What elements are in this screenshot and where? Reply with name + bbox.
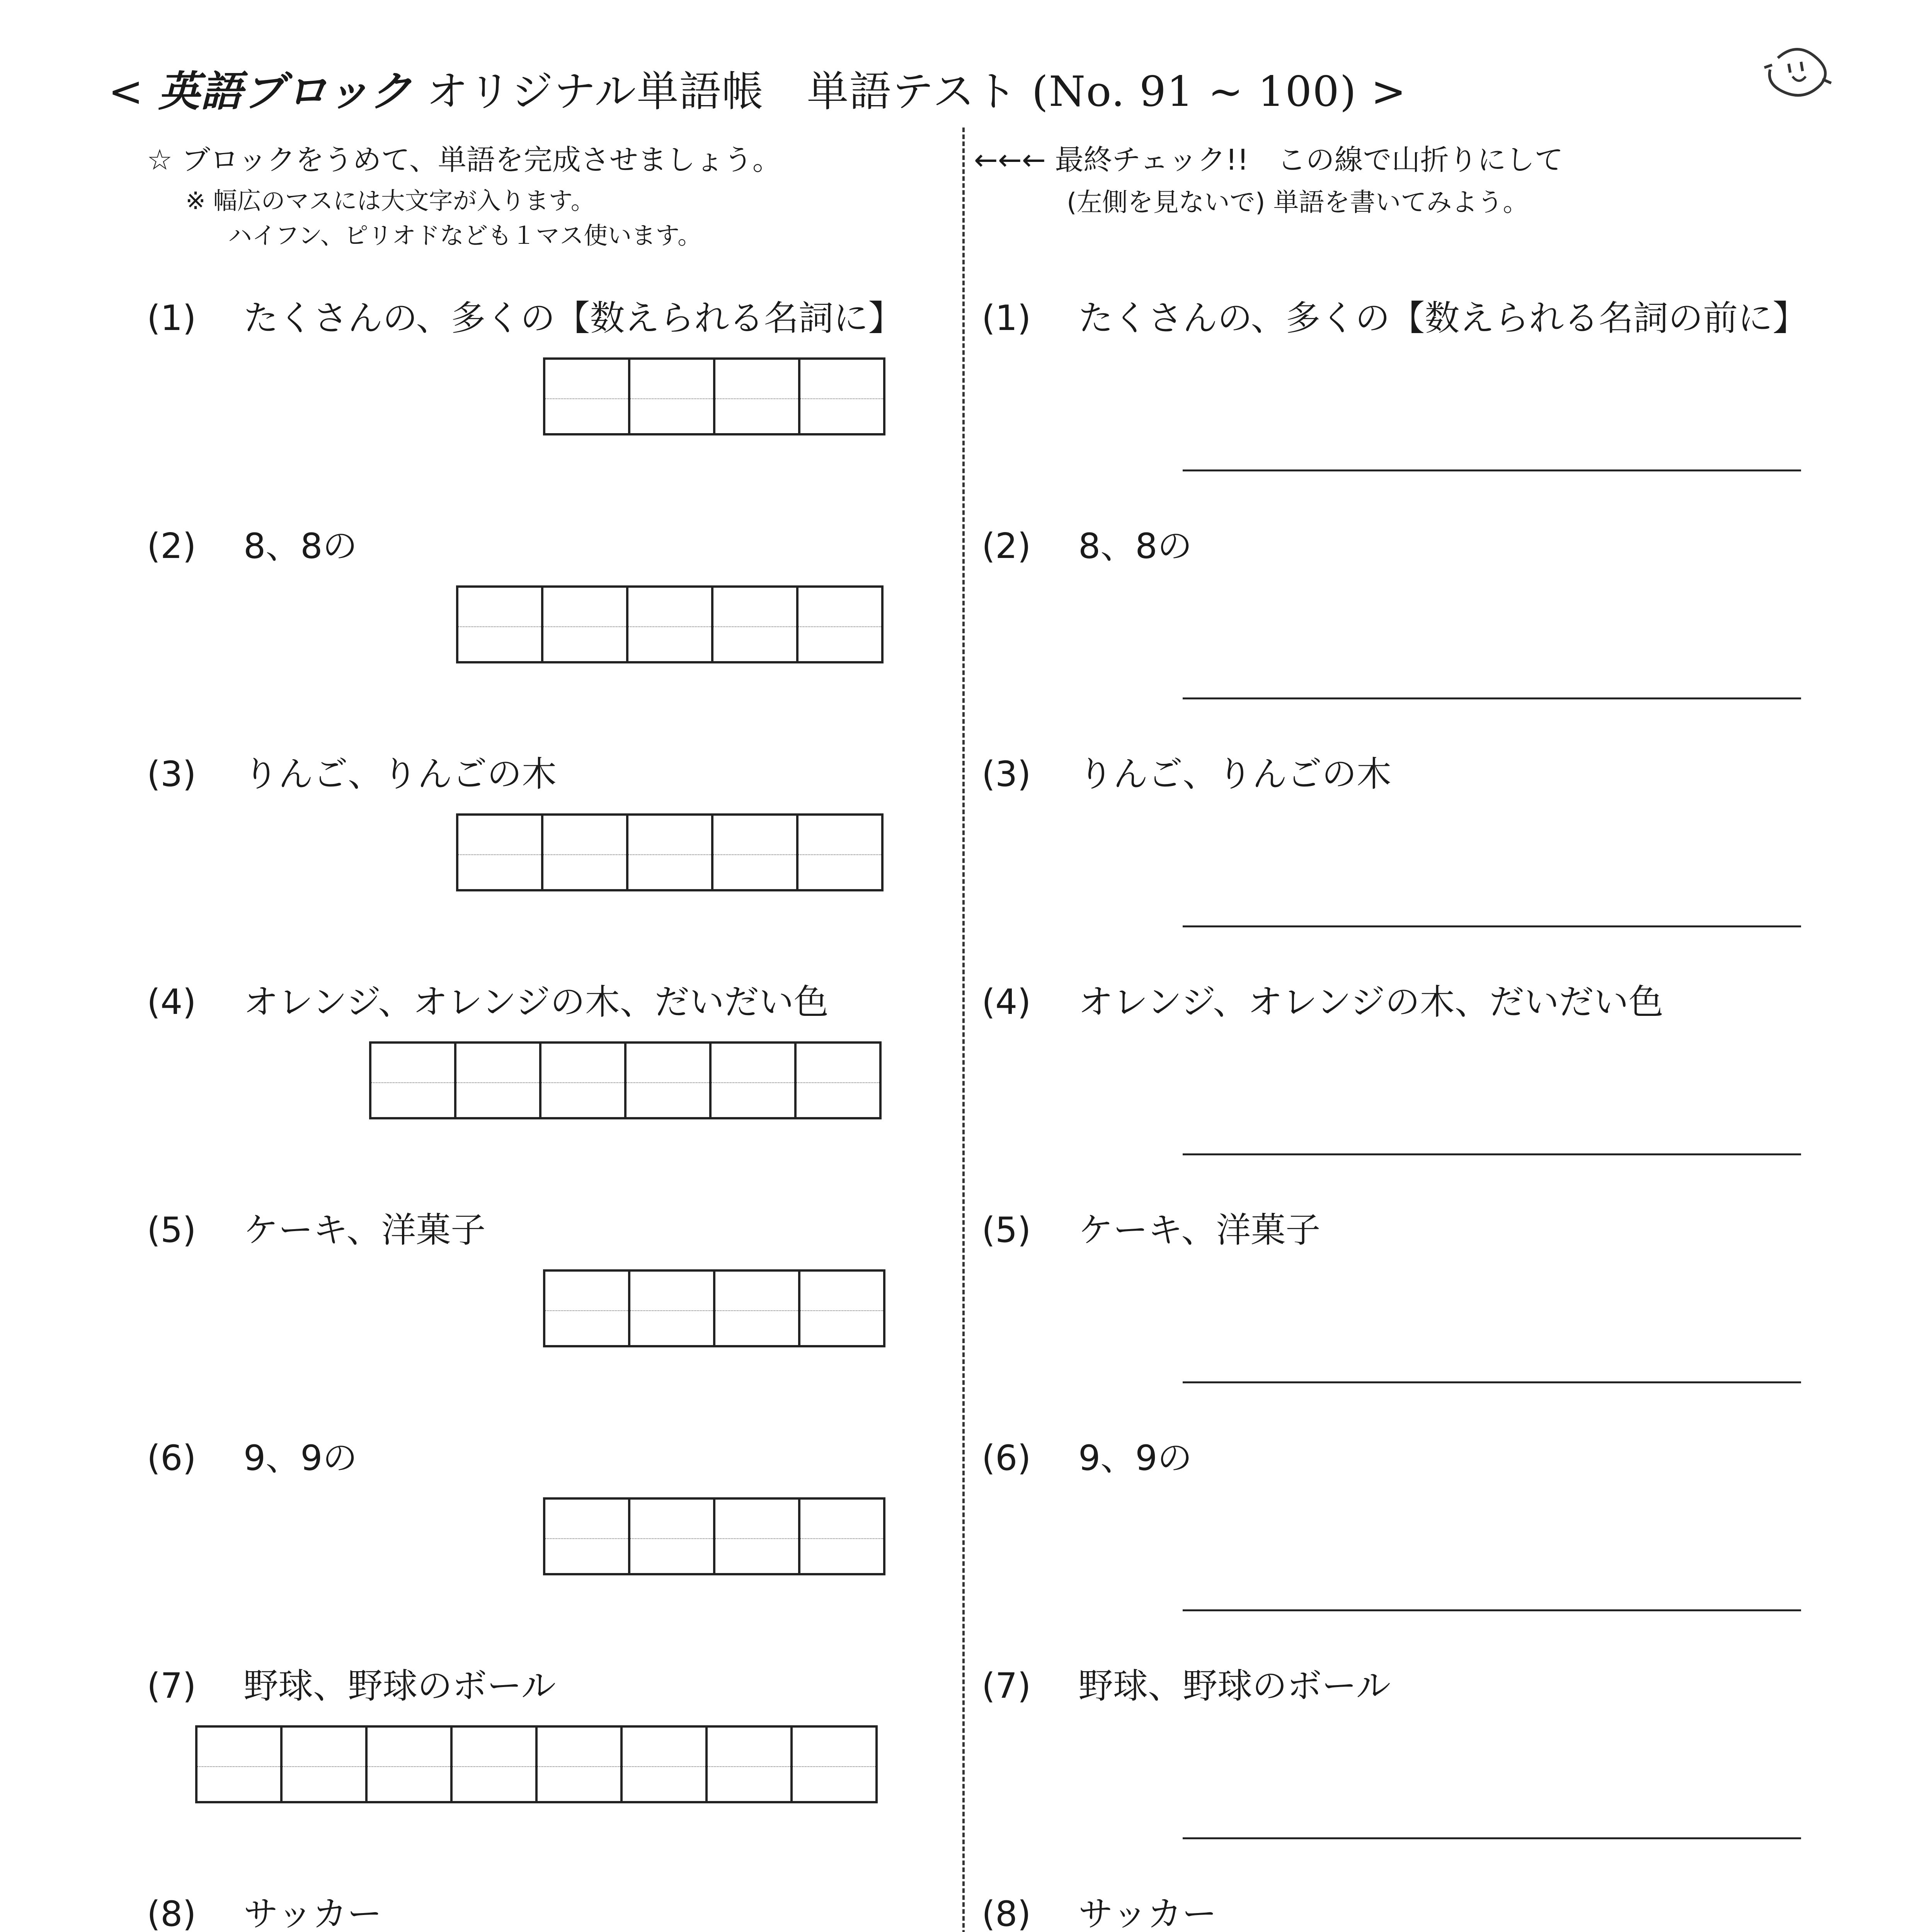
title-range: (No. 91 ~ 100) bbox=[1032, 68, 1357, 116]
letter-box[interactable] bbox=[625, 1043, 710, 1083]
letter-box[interactable] bbox=[536, 1726, 621, 1767]
answer-line-7[interactable] bbox=[1183, 1837, 1801, 1839]
right-question-7 bbox=[982, 1658, 1391, 1708]
question-text: オレンジ、オレンジの木、だいだい色 bbox=[1078, 982, 1663, 1022]
right-question-3 bbox=[982, 746, 1391, 796]
letter-box[interactable] bbox=[542, 587, 627, 627]
left-question-8 bbox=[147, 1886, 382, 1932]
left-question-1 bbox=[147, 290, 903, 340]
letter-box[interactable] bbox=[457, 587, 542, 627]
right-question-4 bbox=[982, 974, 1663, 1024]
question-number: (6) bbox=[982, 1438, 1031, 1478]
letter-box[interactable] bbox=[627, 627, 712, 662]
question-number: (7) bbox=[982, 1666, 1031, 1706]
letter-box[interactable] bbox=[281, 1767, 366, 1802]
question-text: サッカー bbox=[243, 1894, 382, 1932]
letter-box[interactable] bbox=[714, 1311, 799, 1346]
letter-box[interactable] bbox=[196, 1726, 281, 1767]
question-number: (2) bbox=[982, 526, 1031, 566]
letter-box[interactable] bbox=[627, 815, 712, 855]
letter-grid-7[interactable] bbox=[195, 1725, 878, 1803]
right-question-8 bbox=[982, 1886, 1217, 1932]
letter-box[interactable] bbox=[792, 1726, 877, 1767]
instruction-note-1: ※ 幅広のマスには大文字が入ります。 bbox=[186, 187, 595, 215]
letter-box[interactable] bbox=[540, 1083, 625, 1118]
letter-box[interactable] bbox=[629, 1270, 714, 1311]
question-number: (8) bbox=[147, 1894, 196, 1932]
letter-box[interactable] bbox=[281, 1726, 366, 1767]
letter-box[interactable] bbox=[542, 855, 627, 890]
question-text: サッカー bbox=[1078, 1894, 1217, 1932]
answer-line-1[interactable] bbox=[1183, 469, 1801, 471]
letter-box[interactable] bbox=[707, 1767, 792, 1802]
letter-box[interactable] bbox=[457, 627, 542, 662]
letter-box[interactable] bbox=[792, 1767, 877, 1802]
letter-box[interactable] bbox=[536, 1767, 621, 1802]
letter-box[interactable] bbox=[714, 1270, 799, 1311]
instruction-main: ☆ ブロックをうめて、単語を完成させましょう。 bbox=[147, 143, 781, 177]
letter-box[interactable] bbox=[712, 815, 797, 855]
letter-box[interactable] bbox=[710, 1083, 795, 1118]
title-text: オリジナル単語帳 単語テスト bbox=[426, 68, 1018, 116]
question-text: オレンジ、オレンジの木、だいだい色 bbox=[243, 982, 829, 1022]
question-text: 8、8の bbox=[1078, 526, 1192, 566]
letter-box[interactable] bbox=[714, 359, 799, 399]
letter-box[interactable] bbox=[544, 359, 629, 399]
letter-grid-4[interactable] bbox=[369, 1041, 882, 1119]
letter-box[interactable] bbox=[799, 359, 884, 399]
letter-box[interactable] bbox=[629, 359, 714, 399]
question-text: りんご、りんごの木 bbox=[1078, 754, 1391, 794]
question-text: 野球、野球のボール bbox=[243, 1666, 556, 1706]
fold-instruction-2: (左側を見ないで) 単語を書いてみよう。 bbox=[1067, 187, 1529, 217]
letter-box[interactable] bbox=[712, 627, 797, 662]
answer-line-6[interactable] bbox=[1183, 1609, 1801, 1611]
fold-divider bbox=[962, 128, 965, 1932]
letter-box[interactable] bbox=[799, 1539, 884, 1574]
question-text: たくさんの、多くの【数えられる名詞の前に】 bbox=[1078, 298, 1808, 338]
letter-box[interactable] bbox=[799, 1270, 884, 1311]
letter-box[interactable] bbox=[712, 855, 797, 890]
letter-box[interactable] bbox=[629, 1311, 714, 1346]
instruction-note-2: ハイフン、ピリオドなども１マス使います。 bbox=[228, 221, 702, 250]
question-number: (3) bbox=[147, 754, 196, 794]
answer-line-5[interactable] bbox=[1183, 1381, 1801, 1383]
answer-line-4[interactable] bbox=[1183, 1153, 1801, 1155]
letter-box[interactable] bbox=[451, 1726, 536, 1767]
question-number: (4) bbox=[982, 982, 1031, 1022]
letter-box[interactable] bbox=[707, 1726, 792, 1767]
letter-grid-5[interactable] bbox=[543, 1269, 885, 1347]
right-question-6 bbox=[982, 1430, 1192, 1480]
question-number: (7) bbox=[147, 1666, 196, 1706]
question-number: (1) bbox=[147, 298, 196, 338]
letter-box[interactable] bbox=[544, 1539, 629, 1574]
fold-instruction-1: ←←← 最終チェック!! この線で山折りにして bbox=[974, 143, 1563, 177]
letter-box[interactable] bbox=[795, 1043, 880, 1083]
letter-box[interactable] bbox=[625, 1083, 710, 1118]
letter-box[interactable] bbox=[629, 1539, 714, 1574]
page-title bbox=[108, 58, 1407, 118]
question-number: (5) bbox=[147, 1210, 196, 1250]
title-lt: < bbox=[108, 68, 144, 116]
right-question-2 bbox=[982, 518, 1192, 568]
letter-box[interactable] bbox=[457, 855, 542, 890]
question-number: (5) bbox=[982, 1210, 1031, 1250]
letter-box[interactable] bbox=[712, 587, 797, 627]
letter-box[interactable] bbox=[799, 399, 884, 434]
left-question-5 bbox=[147, 1202, 485, 1252]
right-question-5 bbox=[982, 1202, 1320, 1252]
letter-grid-3[interactable] bbox=[456, 813, 884, 891]
question-text: 9、9の bbox=[1078, 1438, 1192, 1478]
letter-box[interactable] bbox=[797, 815, 882, 855]
letter-box[interactable] bbox=[799, 1311, 884, 1346]
letter-box[interactable] bbox=[621, 1726, 707, 1767]
letter-box[interactable] bbox=[542, 627, 627, 662]
question-number: (8) bbox=[982, 1894, 1031, 1932]
letter-box[interactable] bbox=[544, 1498, 629, 1539]
letter-box[interactable] bbox=[451, 1767, 536, 1802]
letter-box[interactable] bbox=[797, 855, 882, 890]
letter-box[interactable] bbox=[544, 1270, 629, 1311]
letter-box[interactable] bbox=[455, 1043, 540, 1083]
question-text: たくさんの、多くの【数えられる名詞に】 bbox=[243, 298, 903, 338]
letter-grid-6[interactable] bbox=[543, 1497, 885, 1575]
letter-box[interactable] bbox=[196, 1767, 281, 1802]
letter-box[interactable] bbox=[366, 1767, 451, 1802]
letter-box[interactable] bbox=[455, 1083, 540, 1118]
letter-box[interactable] bbox=[540, 1043, 625, 1083]
question-number: (4) bbox=[147, 982, 196, 1022]
letter-box[interactable] bbox=[629, 1498, 714, 1539]
letter-box[interactable] bbox=[799, 1498, 884, 1539]
letter-box[interactable] bbox=[797, 627, 882, 662]
letter-grid-2[interactable] bbox=[456, 585, 884, 663]
letter-box[interactable] bbox=[544, 399, 629, 434]
question-number: (6) bbox=[147, 1438, 196, 1478]
letter-box[interactable] bbox=[370, 1083, 455, 1118]
left-question-4 bbox=[147, 974, 829, 1024]
letter-box[interactable] bbox=[714, 399, 799, 434]
letter-box[interactable] bbox=[621, 1767, 707, 1802]
letter-box[interactable] bbox=[797, 587, 882, 627]
question-text: 9、9の bbox=[243, 1438, 358, 1478]
question-number: (3) bbox=[982, 754, 1031, 794]
question-number: (1) bbox=[982, 298, 1031, 338]
letter-box[interactable] bbox=[366, 1726, 451, 1767]
left-question-7 bbox=[147, 1658, 556, 1708]
face-icon bbox=[1762, 43, 1832, 100]
letter-box[interactable] bbox=[627, 587, 712, 627]
letter-box[interactable] bbox=[714, 1498, 799, 1539]
question-text: ケーキ、洋菓子 bbox=[243, 1210, 486, 1250]
left-question-3 bbox=[147, 746, 557, 796]
left-question-2 bbox=[147, 518, 358, 568]
question-text: りんご、りんごの木 bbox=[243, 754, 557, 794]
letter-grid-1[interactable] bbox=[543, 357, 885, 435]
answer-line-3[interactable] bbox=[1183, 925, 1801, 927]
right-question-1 bbox=[982, 290, 1807, 340]
letter-box[interactable] bbox=[795, 1083, 880, 1118]
letter-box[interactable] bbox=[544, 1311, 629, 1346]
letter-box[interactable] bbox=[710, 1043, 795, 1083]
letter-box[interactable] bbox=[457, 815, 542, 855]
question-text: 8、8の bbox=[243, 526, 358, 566]
left-question-6 bbox=[147, 1430, 358, 1480]
question-number: (2) bbox=[147, 526, 196, 566]
brand-logo: 英語ブロック bbox=[158, 68, 412, 116]
letter-box[interactable] bbox=[714, 1539, 799, 1574]
question-text: ケーキ、洋菓子 bbox=[1078, 1210, 1321, 1250]
answer-line-2[interactable] bbox=[1183, 697, 1801, 699]
title-gt: > bbox=[1371, 68, 1407, 116]
question-text: 野球、野球のボール bbox=[1078, 1666, 1391, 1706]
letter-box[interactable] bbox=[542, 815, 627, 855]
letter-box[interactable] bbox=[627, 855, 712, 890]
letter-box[interactable] bbox=[370, 1043, 455, 1083]
letter-box[interactable] bbox=[629, 399, 714, 434]
